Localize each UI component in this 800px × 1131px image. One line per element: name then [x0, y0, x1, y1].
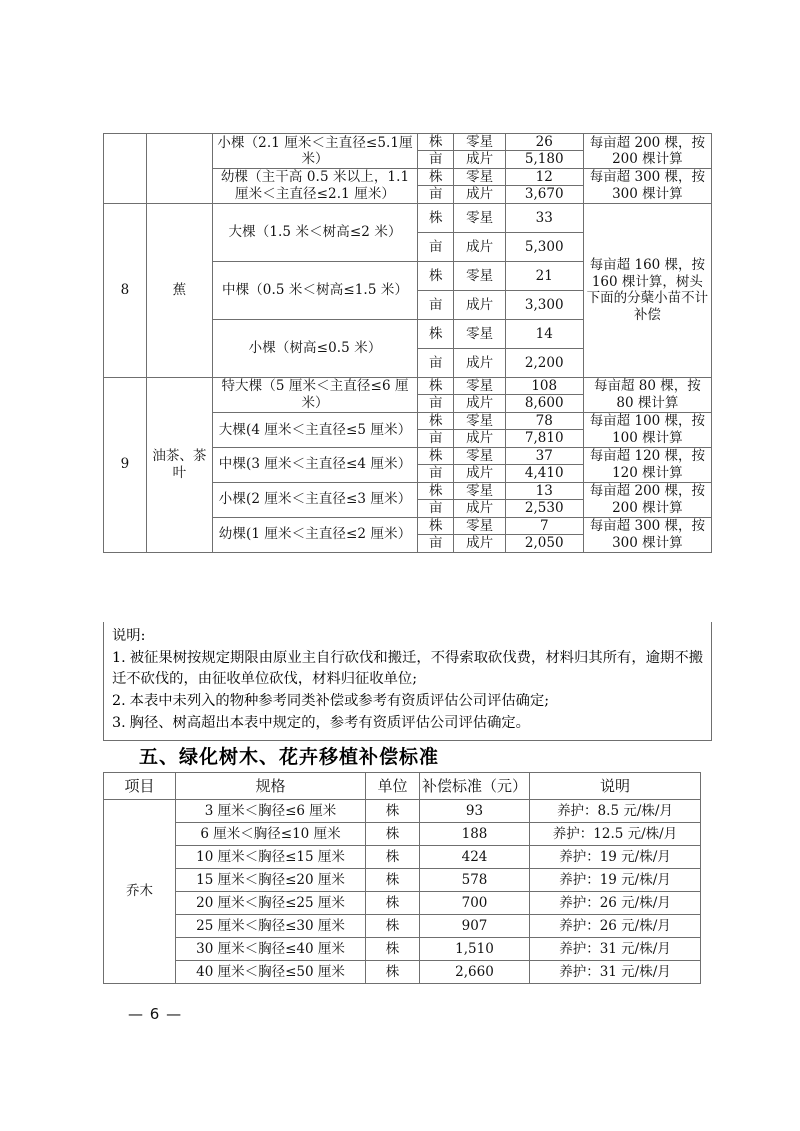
cell-standard: 424	[420, 846, 530, 869]
header-standard: 补偿标准（元）	[420, 773, 530, 800]
cell-note: 养护：31 元/株/月	[530, 961, 701, 984]
cell-spec: 20 厘米＜胸径≤25 厘米	[176, 892, 366, 915]
cell-unit: 株	[418, 261, 454, 290]
cell-standard: 700	[420, 892, 530, 915]
cell-group-item: 蕉	[146, 203, 212, 377]
cell-spec: 幼棵(1 厘米＜主直径≤2 厘米）	[212, 517, 417, 552]
cell-unit: 株	[418, 134, 454, 151]
cell-unit: 株	[418, 517, 454, 534]
greening-tree-compensation-table	[103, 772, 701, 984]
cell-type: 零星	[454, 482, 505, 499]
cell-unit: 亩	[418, 465, 454, 482]
cell-value: 3,670	[505, 186, 583, 203]
cell-standard: 907	[420, 915, 530, 938]
note-text: 胸径、树高超出本表中规定的，参考有资质评估公司评估确定。	[129, 714, 530, 731]
note-text: 本表中未列入的物种参考同类补偿或参考有资质评估公司评估确定;	[129, 693, 550, 710]
cell-spec: 幼棵（主干高 0.5 米以上，1.1厘米＜主直径≤2.1 厘米）	[212, 168, 417, 203]
table-row	[104, 846, 701, 869]
table-row	[104, 377, 712, 394]
cell-type: 成片	[454, 395, 505, 412]
note-text: 被征果树按规定期限由原业主自行砍伐和搬迁，不得索取砍伐费，材料归其所有，逾期不搬迁不砍伐的，由征收单位砍伐，材料归征收单位;	[112, 649, 703, 688]
cell-type: 零星	[454, 377, 505, 394]
cell-spec: 小棵（树高≤0.5 米）	[212, 319, 417, 377]
cell-unit: 株	[366, 892, 420, 915]
cell-type: 零星	[454, 134, 505, 151]
cell-group-no: 9	[104, 377, 147, 552]
cell-item-label: 乔木	[104, 800, 176, 984]
cell-value: 33	[505, 203, 583, 232]
cell-spec: 大棵（1.5 米＜树高≤2 米）	[212, 203, 417, 261]
cell-unit: 亩	[418, 186, 454, 203]
cell-spec: 小棵(2 厘米＜主直径≤3 厘米）	[212, 482, 417, 517]
cell-spec: 10 厘米＜胸径≤15 厘米	[176, 846, 366, 869]
cell-spec: 小棵（2.1 厘米＜主直径≤5.1厘米）	[212, 134, 417, 169]
cell-note: 每亩超 80 棵，按 80 棵计算	[583, 377, 711, 412]
cell-unit: 亩	[418, 151, 454, 168]
cell-spec: 15 厘米＜胸径≤20 厘米	[176, 869, 366, 892]
cell-type: 成片	[454, 430, 505, 447]
cell-unit: 亩	[418, 348, 454, 377]
cell-value: 5,300	[505, 232, 583, 261]
cell-spec: 中棵(3 厘米＜主直径≤4 厘米）	[212, 447, 417, 482]
cell-standard: 1,510	[420, 938, 530, 961]
cell-unit: 株	[418, 203, 454, 232]
cell-group-item: 油茶、茶叶	[146, 377, 212, 552]
cell-type: 成片	[454, 151, 505, 168]
cell-type: 成片	[454, 290, 505, 319]
cell-standard: 188	[420, 823, 530, 846]
cell-type: 成片	[454, 535, 505, 552]
cell-note: 养护：26 元/株/月	[530, 892, 701, 915]
cell-unit: 株	[366, 961, 420, 984]
cell-unit: 株	[366, 915, 420, 938]
cell-spec: 6 厘米＜胸径≤10 厘米	[176, 823, 366, 846]
cell-type: 成片	[454, 186, 505, 203]
notes-title: 说明:	[112, 628, 146, 644]
cell-value: 37	[505, 447, 583, 464]
cell-type: 零星	[454, 168, 505, 185]
cell-note: 每亩超 200 棵，按 200 棵计算	[583, 482, 711, 517]
table-row	[104, 203, 712, 232]
cell-value: 21	[505, 261, 583, 290]
note-number: 2.	[112, 693, 126, 710]
cell-value: 2,200	[505, 348, 583, 377]
cell-note: 养护：31 元/株/月	[530, 938, 701, 961]
cell-unit: 株	[366, 846, 420, 869]
cell-unit: 株	[418, 319, 454, 348]
fruit-tree-compensation-table	[103, 133, 712, 553]
cell-unit: 亩	[418, 430, 454, 447]
cell-unit: 亩	[418, 500, 454, 517]
note-number: 1.	[112, 649, 126, 666]
cell-value: 13	[505, 482, 583, 499]
cell-type: 成片	[454, 348, 505, 377]
cell-spec: 中棵（0.5 米＜树高≤1.5 米）	[212, 261, 417, 319]
cell-value: 14	[505, 319, 583, 348]
cell-unit: 株	[366, 938, 420, 961]
cell-note: 养护：12.5 元/株/月	[530, 823, 701, 846]
header-note: 说明	[530, 773, 701, 800]
cell-unit: 亩	[418, 232, 454, 261]
cell-note: 每亩超 300 棵，按 300 棵计算	[583, 168, 711, 203]
cell-unit: 亩	[418, 290, 454, 319]
cell-spec: 大棵(4 厘米＜主直径≤5 厘米）	[212, 412, 417, 447]
cell-spec: 40 厘米＜胸径≤50 厘米	[176, 961, 366, 984]
cell-value: 7	[505, 517, 583, 534]
cell-spec: 3 厘米＜胸径≤6 厘米	[176, 800, 366, 823]
cell-unit: 株	[418, 168, 454, 185]
cell-unit: 株	[366, 823, 420, 846]
cell-spec: 30 厘米＜胸径≤40 厘米	[176, 938, 366, 961]
cell-value: 108	[505, 377, 583, 394]
page-number: — 6 —	[128, 1005, 183, 1023]
table-row	[104, 892, 701, 915]
cell-value: 8,600	[505, 395, 583, 412]
cell-type: 零星	[454, 203, 505, 232]
cell-note: 养护：19 元/株/月	[530, 846, 701, 869]
table-notes	[103, 622, 712, 741]
cell-unit: 株	[366, 869, 420, 892]
cell-note: 每亩超 120 棵，按 120 棵计算	[583, 447, 711, 482]
note-item-1	[112, 648, 703, 691]
cell-unit: 株	[418, 447, 454, 464]
note-item-2	[112, 691, 703, 713]
cell-note: 每亩超 200 棵，按 200 棵计算	[583, 134, 711, 169]
cell-group-item	[146, 134, 212, 204]
cell-unit: 亩	[418, 395, 454, 412]
cell-unit: 株	[366, 800, 420, 823]
cell-unit: 株	[418, 377, 454, 394]
table-row	[104, 869, 701, 892]
cell-type: 成片	[454, 232, 505, 261]
table-row	[104, 823, 701, 846]
cell-standard: 93	[420, 800, 530, 823]
cell-value: 4,410	[505, 465, 583, 482]
cell-unit: 株	[418, 412, 454, 429]
note-number: 3.	[112, 714, 126, 731]
cell-unit: 株	[418, 482, 454, 499]
table-row	[104, 915, 701, 938]
cell-value: 3,300	[505, 290, 583, 319]
cell-value: 5,180	[505, 151, 583, 168]
cell-type: 成片	[454, 465, 505, 482]
cell-note: 每亩超 300 棵，按 300 棵计算	[583, 517, 711, 552]
cell-value: 7,810	[505, 430, 583, 447]
cell-value: 26	[505, 134, 583, 151]
cell-note: 养护：26 元/株/月	[530, 915, 701, 938]
cell-spec: 特大棵（5 厘米＜主直径≤6 厘米）	[212, 377, 417, 412]
cell-group-no	[104, 134, 147, 204]
cell-type: 成片	[454, 500, 505, 517]
cell-value: 2,050	[505, 535, 583, 552]
section-heading: 五、绿化树木、花卉移植补偿标准	[139, 746, 440, 768]
cell-value: 12	[505, 168, 583, 185]
cell-standard: 578	[420, 869, 530, 892]
note-item-3	[112, 713, 703, 735]
cell-type: 零星	[454, 447, 505, 464]
cell-type: 零星	[454, 412, 505, 429]
cell-value: 2,530	[505, 500, 583, 517]
table-row	[104, 961, 701, 984]
header-item: 项目	[104, 773, 176, 800]
cell-standard: 2,660	[420, 961, 530, 984]
cell-spec: 25 厘米＜胸径≤30 厘米	[176, 915, 366, 938]
table-row	[104, 134, 712, 151]
cell-value: 78	[505, 412, 583, 429]
table-row	[104, 800, 701, 823]
cell-unit: 亩	[418, 535, 454, 552]
cell-note: 每亩超 160 棵，按 160 棵计算，树头下面的分蘖小苗不计补偿	[583, 203, 711, 377]
cell-group-no: 8	[104, 203, 147, 377]
cell-type: 零星	[454, 319, 505, 348]
table-header-row	[104, 773, 701, 800]
cell-note: 养护：19 元/株/月	[530, 869, 701, 892]
cell-note: 每亩超 100 棵，按 100 棵计算	[583, 412, 711, 447]
cell-type: 零星	[454, 261, 505, 290]
cell-type: 零星	[454, 517, 505, 534]
header-spec: 规格	[176, 773, 366, 800]
table-row	[104, 938, 701, 961]
cell-note: 养护：8.5 元/株/月	[530, 800, 701, 823]
header-unit: 单位	[366, 773, 420, 800]
